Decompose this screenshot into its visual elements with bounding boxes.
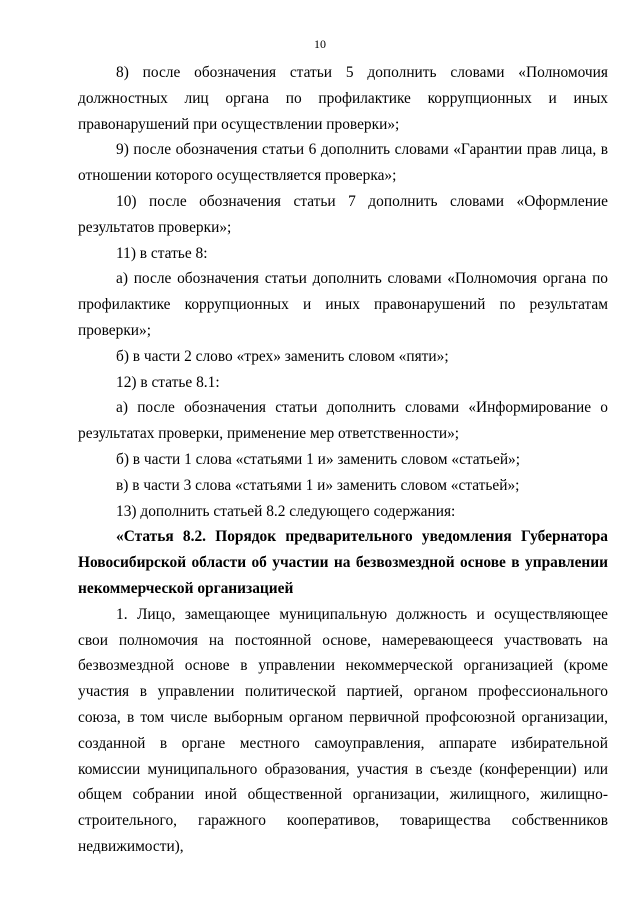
- paragraph-item-11a: а) после обозначения статьи дополнить словами «Полномочия органа по профилактике коррупционных и иных правонарушений по результатам проверки»;: [78, 270, 608, 339]
- page-number: 10: [314, 37, 326, 51]
- article-part-1: 1. Лицо, замещающее муниципальную должность и осуществляющее свои полномочия на постоянной основе, намеревающееся участвовать на безвозмездной основе в управлении некоммерческой организацией (кроме участия в управлении политической партией, органом профессионального союза, в том числе выборным органом первичной профсоюзной организации, созданной в органе местного самоуправления, аппарате избирательной комиссии муниципального образования, участия в съезде (конференции) или общем собрании иной общественной организации, жилищного, жилищно-строительного, гаражного кооперативов, товарищества собственников недвижимости),: [78, 605, 608, 855]
- paragraph-item-8: 8) после обозначения статьи 5 дополнить словами «Полномочия должностных лиц органа по профилактике коррупционных и иных правонарушений при осуществлении проверки»;: [78, 64, 608, 133]
- paragraph-item-10: 10) после обозначения статьи 7 дополнить словами «Оформление результатов проверки»;: [78, 192, 608, 236]
- paragraph-item-9: 9) после обозначения статьи 6 дополнить словами «Гарантии прав лица, в отношении которого осуществляется проверка»;: [78, 141, 608, 185]
- paragraph-item-12a: а) после обозначения статьи дополнить словами «Информирование о результатах проверки, применение мер ответственности»;: [78, 399, 608, 443]
- paragraph-item-12: 12) в статье 8.1:: [116, 373, 220, 391]
- document-body: [78, 60, 608, 860]
- paragraph-item-13: 13) дополнить статьей 8.2 следующего содержания:: [116, 502, 456, 520]
- article-heading: «Статья 8.2. Порядок предварительного уведомления Губернатора Новосибирской области об участии на безвозмездной основе в управлении некоммерческой организацией: [78, 528, 608, 597]
- paragraph-item-12b: б) в части 1 слова «статьями 1 и» заменить словом «статьей»;: [116, 450, 521, 468]
- paragraph-item-11b: б) в части 2 слово «трех» заменить словом «пяти»;: [116, 347, 449, 365]
- paragraph-item-12v: в) в части 3 слова «статьями 1 и» заменить словом «статьей»;: [116, 476, 520, 494]
- paragraph-item-11: 11) в статье 8:: [116, 244, 208, 262]
